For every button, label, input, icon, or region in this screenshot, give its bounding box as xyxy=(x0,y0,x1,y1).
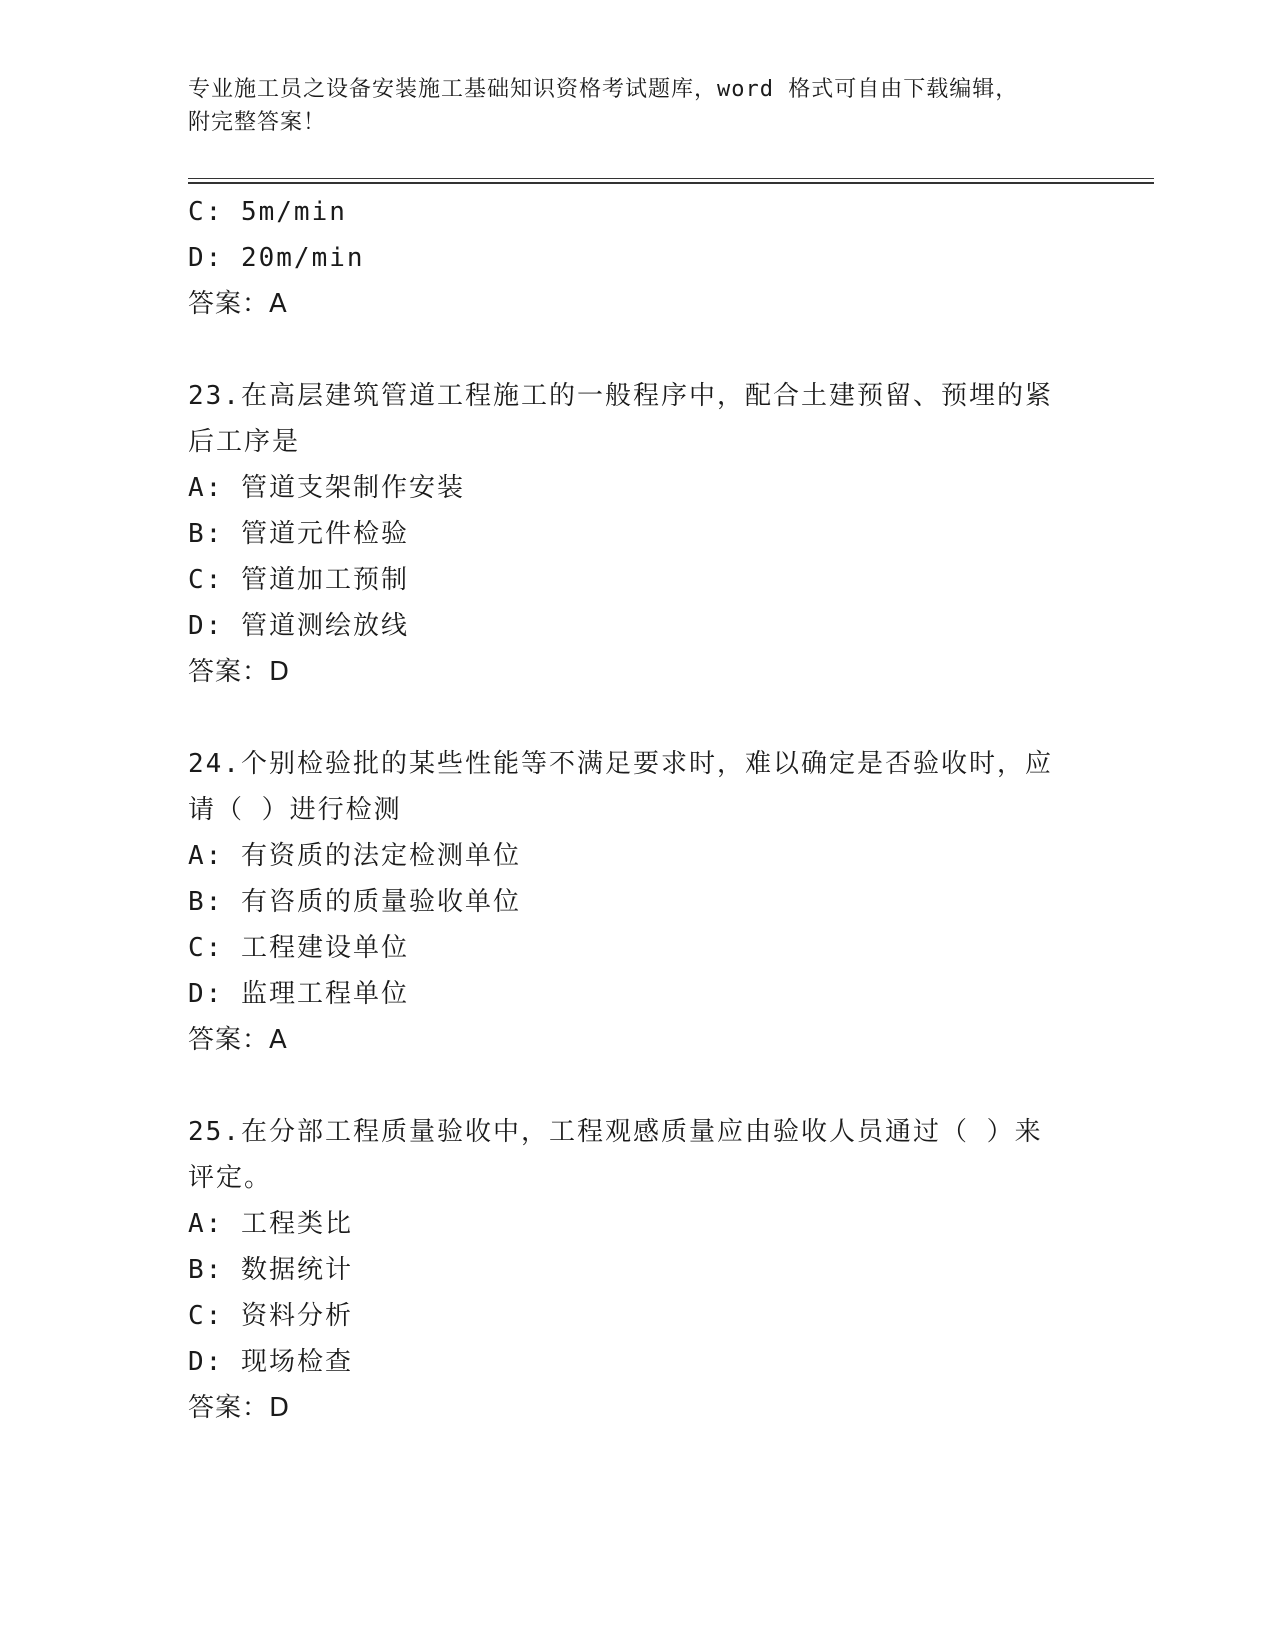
option-d: D: 管道测绘放线 xyxy=(188,611,409,641)
header-line-2: 附完整答案！ xyxy=(188,110,327,135)
question-24 xyxy=(188,741,1088,1063)
question-list xyxy=(188,189,1088,1431)
question-25 xyxy=(188,1109,1088,1431)
question-stem: 24.个别检验批的某些性能等不满足要求时，难以确定是否验收时，应 xyxy=(188,749,1053,779)
question-stem-continued: 评定。 xyxy=(188,1163,273,1193)
option-a: A: 有资质的法定检测单位 xyxy=(188,841,521,871)
answer-label: 答案：A xyxy=(188,1025,288,1055)
question-stem: 23.在高层建筑管道工程施工的一般程序中，配合土建预留、预埋的紧 xyxy=(188,381,1053,411)
option-a: A: 工程类比 xyxy=(188,1209,353,1239)
answer-label: 答案：D xyxy=(188,657,291,687)
header-divider-thick xyxy=(188,182,1154,184)
option-c: C: 工程建设单位 xyxy=(188,933,409,963)
question-stem-continued: 后工序是 xyxy=(188,427,301,457)
option-d: D: 监理工程单位 xyxy=(188,979,409,1009)
question-stem: 25.在分部工程质量验收中，工程观感质量应由验收人员通过（ ）来 xyxy=(188,1117,1043,1147)
question-22 xyxy=(188,189,1088,327)
answer-label: 答案：A xyxy=(188,289,288,319)
option-c: C: 资料分析 xyxy=(188,1301,353,1331)
option-d: D: 20m/min xyxy=(188,243,365,273)
header-line-1: 专业施工员之设备安装施工基础知识资格考试题库，word 格式可自由下载编辑， xyxy=(188,77,1019,102)
option-b: B: 管道元件检验 xyxy=(188,519,409,549)
option-b: B: 有咨质的质量验收单位 xyxy=(188,887,521,917)
option-d: D: 现场检查 xyxy=(188,1347,353,1377)
option-c: C: 管道加工预制 xyxy=(188,565,409,595)
question-stem-continued: 请（ ）进行检测 xyxy=(188,795,402,825)
header-divider-thin xyxy=(188,178,1154,179)
option-c: C: 5m/min xyxy=(188,197,347,227)
option-b: B: 数据统计 xyxy=(188,1255,353,1285)
option-a: A: 管道支架制作安装 xyxy=(188,473,465,503)
document-header xyxy=(188,73,1068,139)
answer-label: 答案：D xyxy=(188,1393,291,1423)
question-23 xyxy=(188,373,1088,695)
